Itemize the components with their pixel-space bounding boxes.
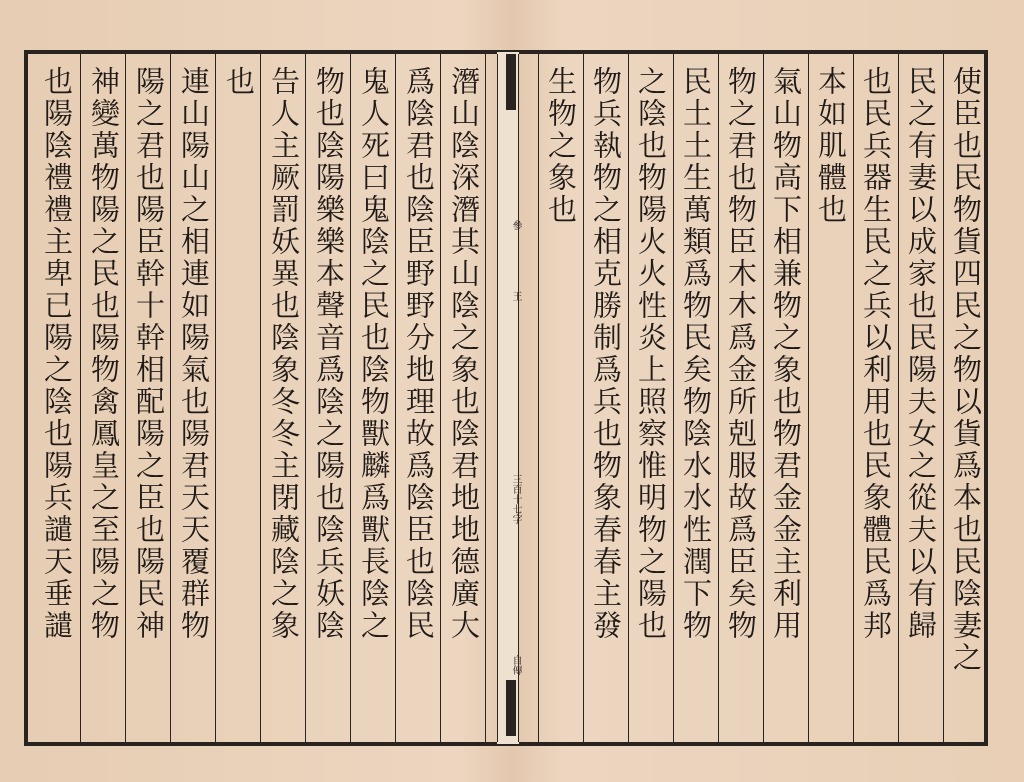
center-mark-top: 參 xyxy=(510,220,521,230)
column-rule xyxy=(80,54,81,742)
outer-border-left xyxy=(24,50,28,746)
text-column: 也民兵器生民之兵以利用也民象體民爲邦 xyxy=(859,66,893,642)
column-rule xyxy=(898,54,899,742)
text-column: 連山陽山之相連如陽氣也陽君天天覆群物 xyxy=(177,66,211,642)
text-column: 也 xyxy=(222,66,256,98)
column-rule xyxy=(485,54,486,742)
center-fold-right-line xyxy=(518,54,519,742)
text-column: 本如肌體也 xyxy=(814,66,848,226)
text-column: 物也陰陽樂樂本聲音爲陰之陽也陰兵妖陰 xyxy=(312,66,346,642)
text-column: 鬼人死曰鬼陰之民也陰物獸麟爲獸長陰之 xyxy=(357,66,391,642)
text-column: 民土土生萬類爲物民矣物陰水水性潤下物 xyxy=(679,66,713,642)
text-column: 生物之象也 xyxy=(544,66,578,226)
text-column: 告人主厥罰妖異也陰象冬冬主閉藏陰之象 xyxy=(267,66,301,642)
column-rule xyxy=(583,54,584,742)
column-rule xyxy=(170,54,171,742)
column-rule xyxy=(350,54,351,742)
center-mark-bottom: 自傳 xyxy=(510,655,521,675)
column-rule xyxy=(943,54,944,742)
column-rule xyxy=(125,54,126,742)
text-column: 爲陰君也陰臣野野分地理故爲陰臣也陰民 xyxy=(402,66,436,642)
column-rule xyxy=(395,54,396,742)
center-fold xyxy=(497,52,519,744)
column-rule xyxy=(853,54,854,742)
center-mark-page-count: 三百十七字 xyxy=(510,474,521,524)
text-column: 氣山物高下相兼物之象也物君金金主利用 xyxy=(769,66,803,642)
column-rule xyxy=(305,54,306,742)
text-column: 民之有妻以成家也民陽夫女之從夫以有歸 xyxy=(904,66,938,642)
column-rule xyxy=(440,54,441,742)
column-rule xyxy=(215,54,216,742)
text-column: 物兵執物之相克勝制爲兵也物象春春主發 xyxy=(589,66,623,642)
fishtail-bottom xyxy=(506,680,516,736)
column-rule xyxy=(673,54,674,742)
center-mark-middle: 王 xyxy=(510,291,521,301)
text-column: 神變萬物陽之民也陽物禽鳳皇之至陽之物 xyxy=(87,66,121,642)
text-column: 物之君也物臣木木爲金所剋服故爲臣矣物 xyxy=(724,66,758,642)
text-column: 使臣也民物貨四民之物以貨爲本也民陰妻之 xyxy=(949,66,983,674)
text-column: 潛山陰深潛其山陰之象也陰君地地德廣大 xyxy=(447,66,481,642)
fishtail-top xyxy=(506,54,516,110)
text-column: 之陰也物陽火火性炎上照察惟明物之陽也 xyxy=(634,66,668,642)
column-rule xyxy=(628,54,629,742)
column-rule xyxy=(260,54,261,742)
column-rule xyxy=(808,54,809,742)
center-fold-left-line xyxy=(497,54,498,742)
column-rule xyxy=(718,54,719,742)
column-rule xyxy=(538,54,539,742)
text-column: 陽之君也陽臣幹十幹相配陽之臣也陽民神 xyxy=(132,66,166,642)
column-rule xyxy=(763,54,764,742)
text-column: 也陽陰禮禮主卑已陽之陰也陽兵譴天垂譴 xyxy=(40,66,74,642)
